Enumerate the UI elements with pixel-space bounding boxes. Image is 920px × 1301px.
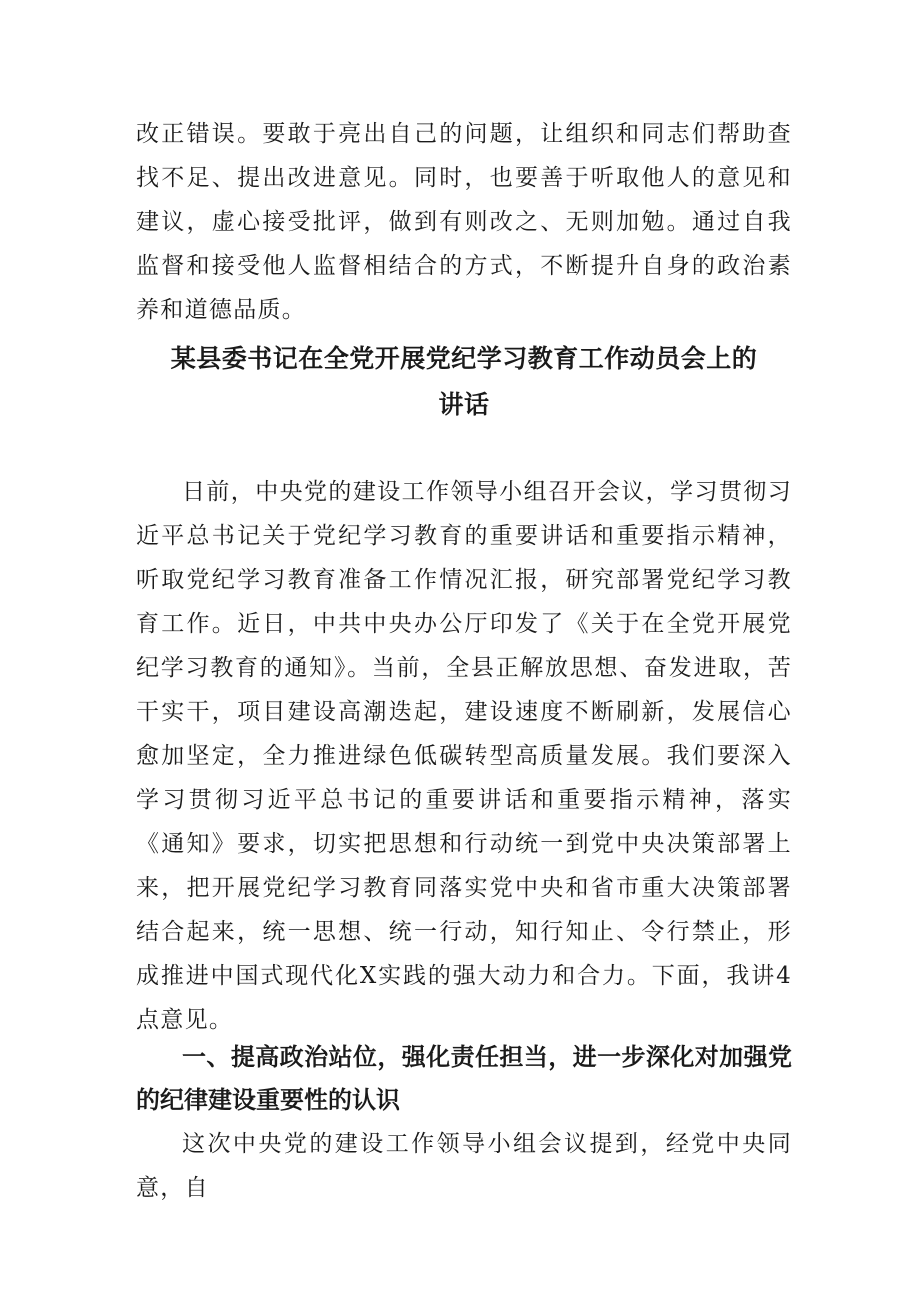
title-line-1: 某县委书记在全党开展党纪学习教育工作动员会上的 bbox=[170, 344, 758, 373]
main-paragraph: 日前，中央党的建设工作领导小组召开会议，学习贯彻习近平总书记关于党纪学习教育的重要讲话和重要指示精神，听取党纪学习教育准备工作情况汇报，研究部署党纪学习教育工作。近日，中共中央办公厅印发了《关于在全党开展党纪学习教育的通知》。当前，全县正解放思想、奋发进取，苦干实干，项目建设高潮迭起，建设速度不断刷新，发展信心愈加坚定，全力推进绿色低碳转型高质量发展。我们要深入学习贯彻习近平总书记的重要讲话和重要指示精神，落实《通知》要求，切实把思想和行动统一到党中央决策部署上来，把开展党纪学习教育同落实党中央和省市重大决策部署结合起来，统一思想、统一行动，知行知止、令行禁止，形成推进中国式现代化X实践的强大动力和合力。下面，我讲4点意见。 bbox=[136, 479, 792, 1033]
last-paragraph: 这次中央党的建设工作领导小组会议提到，经党中央同意，自 bbox=[136, 1131, 792, 1201]
section-heading: 一、提高政治站位，强化责任担当，进一步深化对加强党的纪律建设重要性的认识 bbox=[136, 1043, 792, 1114]
title-line-2: 讲话 bbox=[438, 390, 490, 419]
intro-paragraph: 改正错误。要敢于亮出自己的问题，让组织和同志们帮助查找不足、提出改进意见。同时，也要善于听取他人的意见和建议，虚心接受批评，做到有则改之、无则加勉。通过自我监督和接受他人监督相结合的方式，不断提升自身的政治素养和道德品质。 bbox=[136, 121, 792, 323]
speech-title bbox=[136, 336, 792, 428]
